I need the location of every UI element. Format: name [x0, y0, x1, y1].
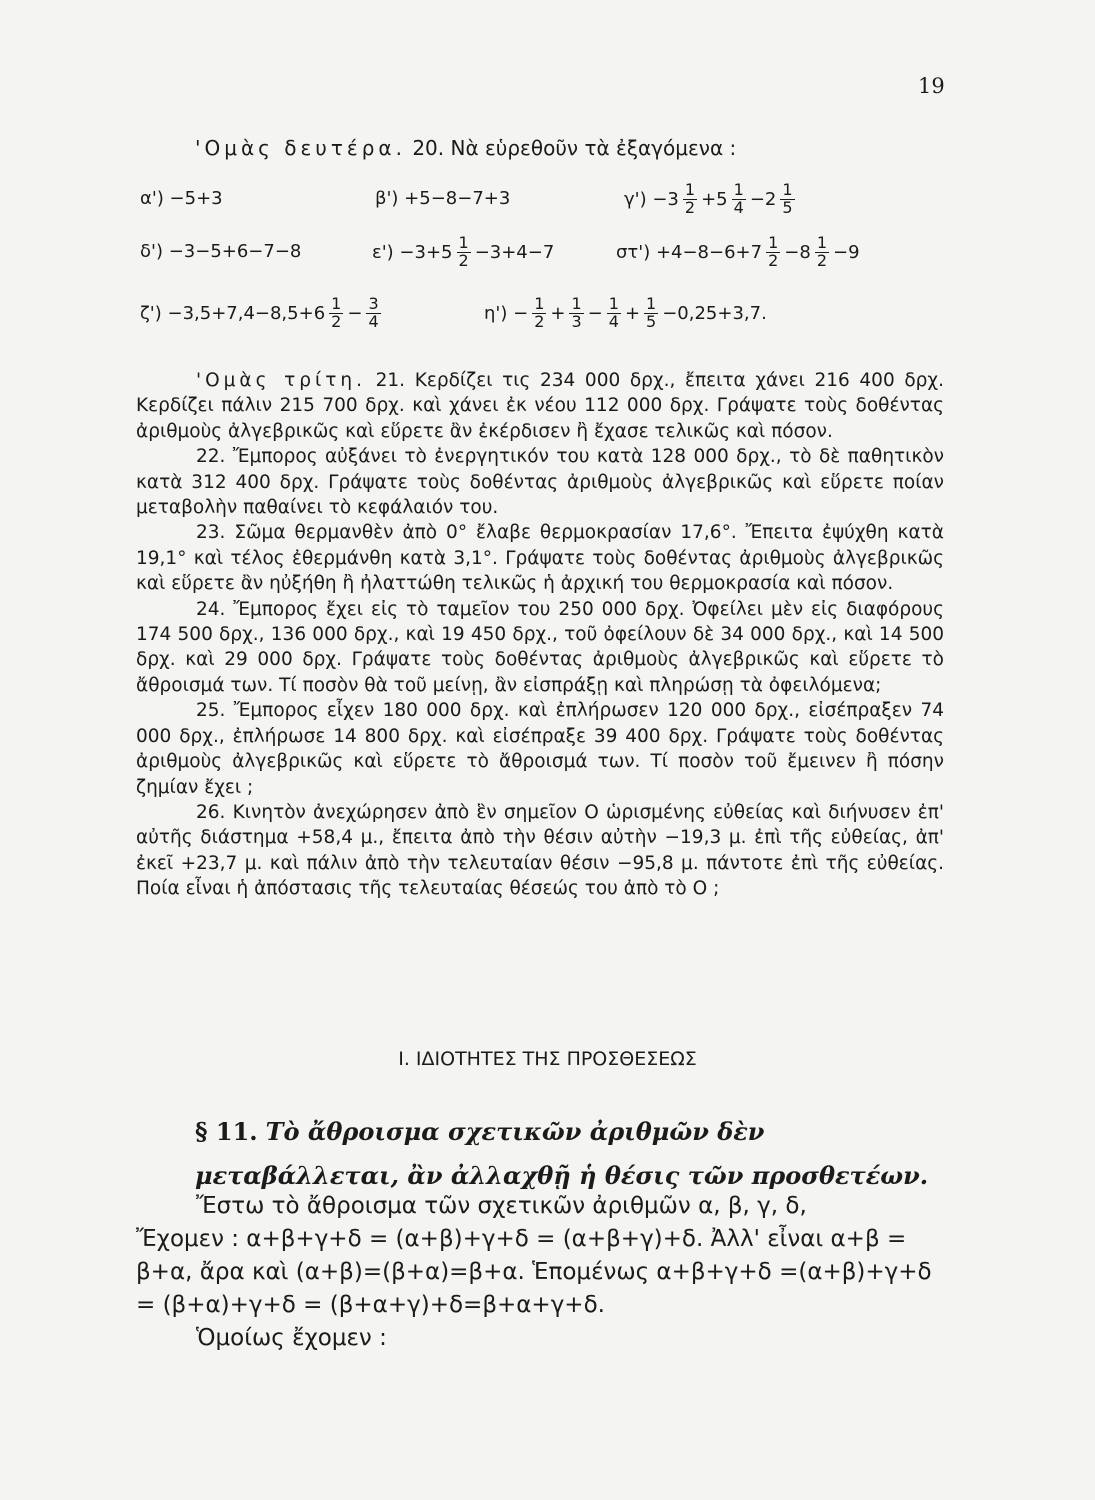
expr-h-lead: η') −	[484, 302, 529, 324]
exercise-21	[136, 368, 944, 444]
fraction: $\frac{1}{5}$	[646, 294, 657, 331]
section-title: I. ΙΔΙΟΤΗΤΕΣ ΤΗΣ ΠΡΟΣΘΕΣΕΩΣ	[398, 1048, 697, 1070]
expr-e-lead: ε') −3+5	[372, 241, 453, 263]
proof-body	[136, 1190, 956, 1355]
fraction: $\frac{1}{3}$	[571, 294, 582, 331]
page-number: 19	[918, 74, 945, 98]
expr-st-lead: στ') +4−8−6+7	[616, 241, 763, 263]
expr-c-op: +5	[701, 188, 728, 210]
expr-h-op: +	[550, 302, 566, 324]
exercise-group-3	[136, 368, 944, 902]
expr-b: β') +5−8−7+3	[375, 188, 511, 209]
fraction: $\frac{1}{2}$	[534, 294, 545, 331]
fraction: $\frac{1}{2}$	[331, 294, 342, 331]
exercise-22: 22. Ἔμπορος αὐξάνει τὸ ἐνεργητικόν του κατὰ 128 000 δρχ., τὸ δὲ παθητικὸν κατὰ 312 400 δρχ. Γράψατε τοὺς δοθέντας ἀριθμοὺς ἀλγεβρικῶς καὶ εὕρετε ποίαν μεταβολὴν παθαίνει τὸ κεφάλαιόν του.	[136, 446, 944, 519]
expr-h	[484, 296, 767, 331]
fraction: $\frac{1}{4}$	[608, 294, 619, 331]
fraction: $\frac{1}{2}$	[816, 233, 827, 270]
expr-c	[624, 182, 799, 217]
expr-z-lead: ζ') −3,5+7,4−8,5+6	[140, 302, 326, 324]
expr-e-tail: −3+4−7	[474, 241, 555, 263]
expr-st-op: −8	[784, 241, 811, 263]
theorem-statement	[195, 1110, 955, 1198]
expr-h-tail: −0,25+3,7.	[662, 302, 767, 324]
paragraph-number: § 11.	[195, 1117, 258, 1146]
fraction: $\frac{1}{2}$	[684, 180, 696, 217]
expr-c-lead: γ') −3	[624, 188, 679, 210]
proof-line-1: Ἔστω τὸ ἄθροισμα τῶν σχετικῶν ἀριθμῶν α, β, γ, δ,	[196, 1193, 807, 1219]
exercise-24: 24. Ἔμπορος ἔχει εἰς τὸ ταμεῖον του 250 000 δρχ. Ὀφείλει μὲν εἰς διαφόρους 174 500 δρχ., 136 000 δρχ., καὶ 19 450 δρχ., τοῦ ὀφείλουν δὲ 34 000 δρχ., καὶ 14 500 δρχ. καὶ 29 000 δρχ. Γράψατε τοὺς δοθέντας ἀριθμοὺς ἀλγεβρικῶς καὶ εὕρετε τὸ ἄθροισμά των. Τί ποσὸν θὰ τοῦ μείνῃ, ἂν εἰσπράξῃ καὶ πληρώσῃ τὰ ὀφειλόμενα;	[136, 598, 944, 696]
proof-line-3: Ὁμοίως ἔχομεν :	[196, 1325, 387, 1351]
exercise-text: 21. Κερδίζει τις 234 000 δρχ., ἔπειτα χάνει 216 400 δρχ. Κερδίζει πάλιν 215 700 δρχ. καὶ χάνει ἐκ νέου 112 000 δρχ. Γράψατε τοὺς δοθέντας ἀριθμοὺς ἀλγεβρικῶς καὶ εὕρετε ἂν ἐκέρδισεν ἢ ἔχασε τελικῶς καὶ πόσον.	[136, 370, 944, 442]
exercise-25: 25. Ἔμπορος εἶχεν 180 000 δρχ. καὶ ἐπλήρωσεν 120 000 δρχ., εἰσέπραξεν 74 000 δρχ., ἐπλήρωσε 14 800 δρχ. καὶ εἰσέπραξε 39 400 δρχ. Γράψατε τοὺς δοθέντας ἀριθμοὺς ἀλγεβρικῶς καὶ εὕρετε τὸ ἄθροισμά των. Τί ποσὸν τοῦ ἔμεινεν ἢ πόσην ζημίαν ἔχει ;	[136, 700, 944, 798]
expr-d: δ') −3−5+6−7−8	[140, 241, 302, 262]
expr-st	[616, 235, 860, 270]
exercise-group-heading	[195, 136, 736, 160]
fraction: $\frac{1}{2}$	[458, 233, 469, 270]
theorem-text: Τὸ ἄθροισμα σχετικῶν ἀριθμῶν δὲν μεταβάλλεται, ἂν ἀλλαχθῇ ἡ θέσις τῶν προσθετέων.	[195, 1117, 929, 1190]
proof-line-2: Ἔχομεν : α+β+γ+δ = (α+β)+γ+δ = (α+β+γ)+δ. Ἀλλ' εἶναι α+β = β+α, ἄρα καὶ (α+β)=(β+α)=β+α. Ἑπομένως α+β+γ+δ =(α+β)+γ+δ = (β+α)+γ+δ = (β+α+γ)+δ=β+α+γ+δ.	[136, 1226, 932, 1318]
exercise-26: 26. Κινητὸν ἀνεχώρησεν ἀπὸ ἓν σημεῖον Ο ὡρισμένης εὐθείας καὶ διήνυσεν ἐπ' αὐτῆς διάστημα +58,4 μ., ἔπειτα ἀπὸ τὴν θέσιν αὐτὴν −19,3 μ. ἐπὶ τῆς εὐθείας, ἀπ' ἐκεῖ +23,7 μ. καὶ πάλιν ἀπὸ τὴν τελευταίαν θέσιν −95,8 μ. πάντοτε ἐπὶ τῆς εὐθείας. Ποία εἶναι ἡ ἀπόστασις τῆς τελευταίας θέσεώς του ἀπὸ τὸ Ο ;	[136, 801, 944, 900]
expr-a: α') −5+3	[140, 188, 223, 209]
expr-z	[140, 296, 385, 331]
expr-e	[372, 235, 554, 270]
exercise-23: 23. Σῶμα θερμανθὲν ἀπὸ 0° ἔλαβε θερμοκρασίαν 17,6°. Ἔπειτα ἐψύχθη κατὰ 19,1° καὶ τέλος ἐθερμάνθη κατὰ 3,1°. Γράψατε τοὺς δοθέντας ἀριθμοὺς ἀλγεβρικῶς καὶ εὕρετε ἂν ηὐξήθη ἢ ἠλαττώθη τελικῶς ἡ ἀρχική του θερμοκρασία καὶ πόσον.	[136, 522, 944, 595]
fraction: $\frac{3}{4}$	[368, 294, 379, 331]
fraction: $\frac{1}{2}$	[768, 233, 779, 270]
expr-z-op: −	[347, 302, 363, 324]
group-title: 'Ομὰς τρίτη.	[196, 370, 366, 391]
fraction: $\frac{1}{5}$	[782, 180, 793, 217]
expr-st-tail: −9	[833, 241, 860, 263]
group-intro: 20. Νὰ εὑρεθοῦν τὰ ἐξαγόμενα :	[412, 136, 737, 160]
expr-h-op: −	[587, 302, 603, 324]
fraction: $\frac{1}{4}$	[733, 180, 744, 217]
expr-c-op: −2	[749, 188, 777, 210]
expr-h-op: +	[624, 302, 641, 324]
group-title: 'Ομὰς δευτέρα.	[195, 136, 406, 160]
